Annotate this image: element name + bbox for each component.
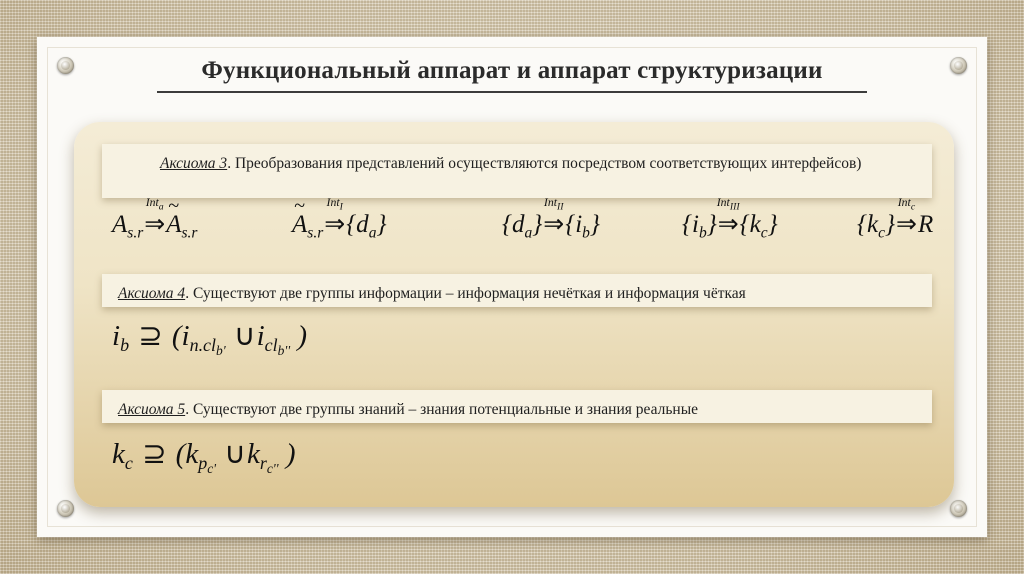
axiom-4-strip — [102, 274, 932, 307]
formula-item-4: $\{i_b\}$ Int$_{III}$ $\Rightarrow\{k_c\}$ — [682, 196, 778, 242]
arrow-int-c: Int$_c$ ⇒ — [895, 196, 917, 238]
axiom-5-body: . Существуют две группы знаний – знания потенциальные и знания реальные — [185, 401, 698, 418]
slide-title-block — [97, 57, 927, 93]
formula-item-1: $A_{s.r}$ Int$_a$ ⇒ ~ $A_{s.r}$ — [112, 194, 198, 242]
axiom-4-label: Аксиома 4 — [118, 285, 186, 302]
formula-item-2: ~ $A_{s.r}$ Int$_I$ $\Rightarrow\{d_a\}$ — [292, 194, 387, 242]
arrow-int-II: Int$_{II}$ ⇒ — [543, 196, 565, 238]
page-title: Функциональный аппарат и аппарат структуризации — [201, 57, 823, 84]
formula-information-sets: $i_b$ ⊇ ($i_{n.cl_{b'}}$ $\cup i_{cl_{b''}}$ ) — [112, 320, 308, 359]
screw-top-left-icon — [57, 57, 74, 74]
arrow-int-III: Int$_{III}$ ⇒ — [716, 196, 740, 238]
axiom-3-strip — [102, 144, 932, 198]
arrow-int-I: Int$_I$ ⇒ — [324, 196, 346, 238]
axiom-5-strip — [102, 390, 932, 423]
title-underline — [157, 91, 867, 93]
axiom-3-text — [118, 153, 916, 175]
axiom-4-text — [118, 283, 916, 305]
screw-bottom-right-icon — [950, 500, 967, 517]
formula-row-interfaces — [102, 194, 942, 260]
formula-knowledge-sets: $k_c$ ⊇ ($k_{p_{c'}}$ $\cup k_{r_{c''}}$ ) — [112, 438, 296, 477]
axiom-3-label: Аксиома 3 — [160, 155, 228, 172]
axiom-4-body: . Существуют две группы информации – информация нечёткая и информация чёткая — [185, 285, 746, 302]
axiom-5-text — [118, 399, 916, 421]
axiom-3-body: . Преобразования представлений осуществляются посредством соответствующих интерфейсов) — [227, 155, 862, 172]
screw-top-right-icon — [950, 57, 967, 74]
formula-item-5: $\{k_c\}$ Int$_c$ ⇒R — [857, 196, 934, 242]
content-card — [74, 122, 954, 507]
formula-item-3: $\{d_a\}$ Int$_{II}$ $\Rightarrow\{i_b\}$ — [502, 196, 600, 242]
axiom-5-label: Аксиома 5 — [118, 401, 186, 418]
arrow-int-a: Int$_a$ ⇒ — [144, 196, 166, 238]
screw-bottom-left-icon — [57, 500, 74, 517]
